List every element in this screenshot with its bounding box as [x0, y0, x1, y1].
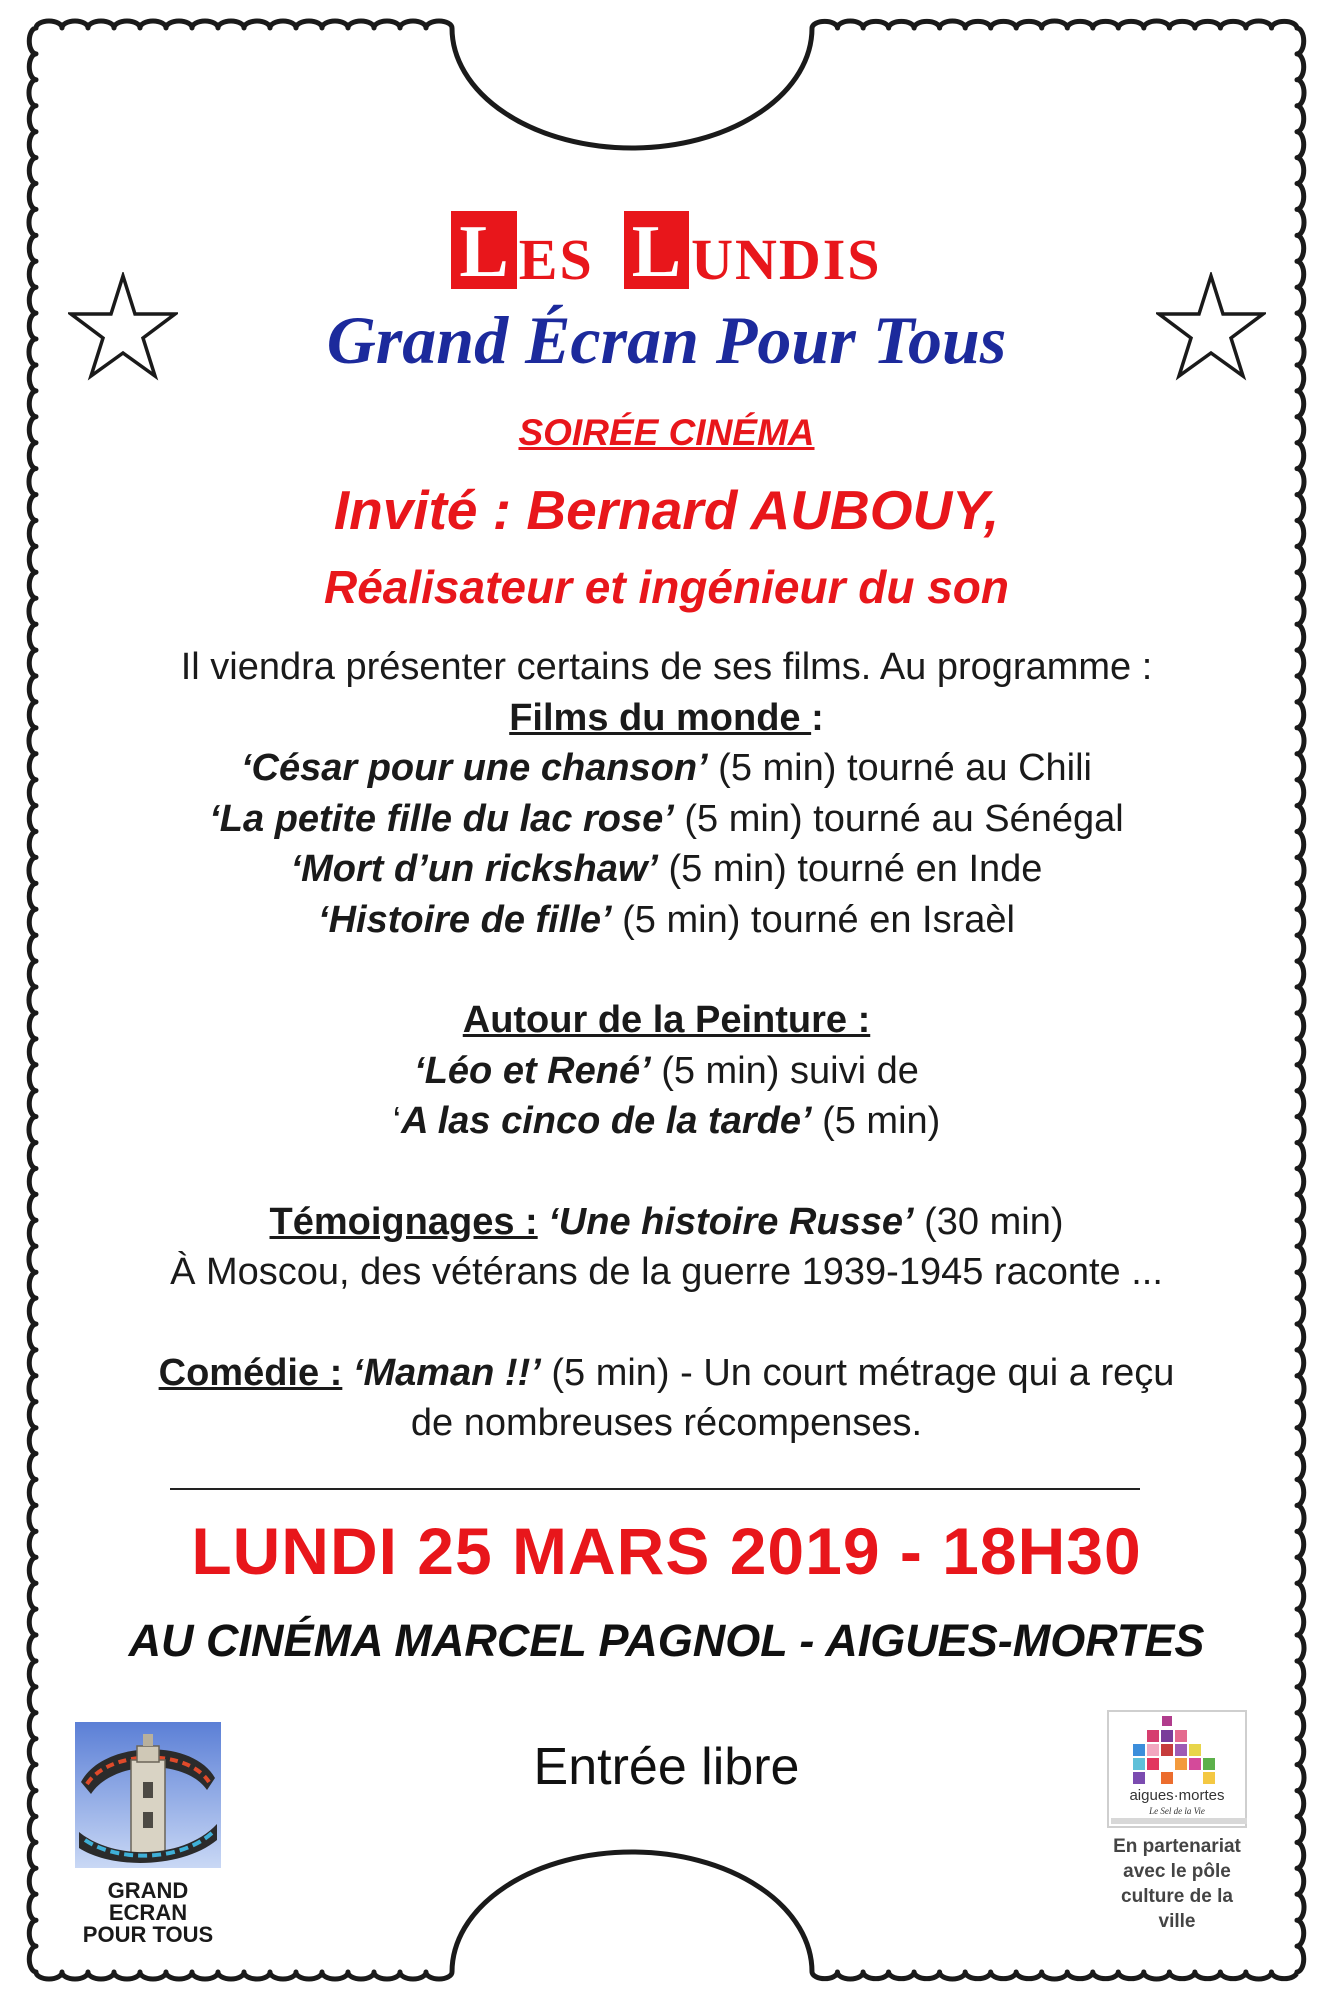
testimonial-label: Témoignages :	[269, 1200, 538, 1243]
aigues-mortes-logo	[1092, 1710, 1262, 1934]
guest-name: Invité : Bernard AUBOUY,	[333, 479, 1000, 541]
film-item	[0, 794, 1333, 845]
film-detail: (5 min) - Un court métrage qui a reçu	[540, 1351, 1175, 1394]
brand-name: aigues·mortes	[1129, 1787, 1225, 1804]
comedy-detail-line2: de nombreuses récompenses.	[410, 1402, 923, 1444]
film-detail: (5 min) suivi de	[650, 1049, 919, 1092]
film-title: ‘La petite fille du lac rose’	[209, 797, 674, 840]
film-quote: ‘	[392, 1100, 402, 1142]
program	[0, 642, 1333, 1449]
film-item	[0, 1046, 1333, 1097]
partner-line: culture de la	[1121, 1886, 1233, 1907]
testimonial-description: À Moscou, des vétérans de la guerre 1939-1945 raconte ...	[170, 1251, 1163, 1293]
film-title: ‘Léo et René’	[414, 1049, 651, 1092]
title-cap-l: L	[624, 211, 689, 289]
section-heading-text: Autour de la Peinture :	[462, 999, 871, 1041]
comedy-label: Comédie :	[158, 1351, 343, 1394]
film-title: ‘César pour une chanson’	[240, 747, 708, 789]
partner-line: ville	[1158, 1911, 1196, 1932]
guest-role: Réalisateur et ingénieur du son	[323, 561, 1010, 613]
film-detail: (5 min) tourné en Inde	[657, 848, 1043, 890]
brand-tagline: Le Sel de la Vie	[1149, 1806, 1205, 1816]
grand-ecran-logo-text	[68, 1880, 228, 1946]
title-cap-l: L	[451, 211, 516, 289]
logo-line: GRAND ECRAN	[107, 1878, 189, 1925]
partner-line: avec le pôle	[1123, 1861, 1231, 1882]
film-item	[0, 844, 1333, 895]
film-item	[0, 1096, 1333, 1147]
title-les-lundis	[0, 205, 1333, 295]
section-heading	[0, 693, 1333, 744]
film-tower-icon	[73, 1720, 223, 1870]
section-heading-text: Films du monde	[509, 696, 812, 739]
event-type: SOIRÉE CINÉMA	[518, 412, 815, 453]
section-heading-colon: :	[811, 696, 824, 739]
comedy-line	[0, 1348, 1333, 1399]
film-title: ‘Histoire de fille’	[318, 898, 612, 941]
subtitle: Grand Écran Pour Tous	[326, 302, 1007, 378]
aigues-mortes-mark-icon	[1107, 1710, 1247, 1828]
title-rest-es: ES	[518, 227, 594, 292]
film-detail: (5 min)	[811, 1100, 941, 1142]
film-title: ‘Une histoire Russe’	[548, 1200, 914, 1243]
event-venue: AU CINÉMA MARCEL PAGNOL - AIGUES-MORTES	[128, 1615, 1205, 1666]
film-title: ‘Mort d’un rickshaw’	[290, 848, 658, 890]
film-detail: (5 min) tourné en Israèl	[611, 898, 1015, 941]
film-detail: (5 min) tourné au Chili	[707, 747, 1093, 789]
partner-line: En partenariat	[1113, 1836, 1241, 1857]
film-title: A las cinco de la tarde’	[401, 1100, 812, 1142]
film-title: ‘Maman !!’	[352, 1351, 541, 1394]
partner-note	[1092, 1834, 1262, 1934]
film-item	[0, 743, 1333, 794]
logo-line: POUR TOUS	[82, 1922, 214, 1947]
film-detail: (5 min) tourné au Sénégal	[673, 797, 1124, 840]
grand-ecran-logo	[68, 1720, 228, 1946]
testimonial-line	[0, 1197, 1333, 1248]
section-heading	[0, 995, 1333, 1046]
title-word-les	[451, 211, 594, 293]
film-item	[0, 895, 1333, 946]
title-rest-undis: UNDIS	[691, 227, 882, 292]
event-date-time: LUNDI 25 MARS 2019 - 18H30	[191, 1514, 1142, 1588]
entry-info: Entrée libre	[533, 1738, 800, 1796]
title-word-lundis	[624, 211, 882, 293]
divider	[170, 1488, 1140, 1490]
program-intro: Il viendra présenter certains de ses films. Au programme :	[180, 646, 1153, 688]
film-detail: (30 min)	[913, 1200, 1064, 1243]
